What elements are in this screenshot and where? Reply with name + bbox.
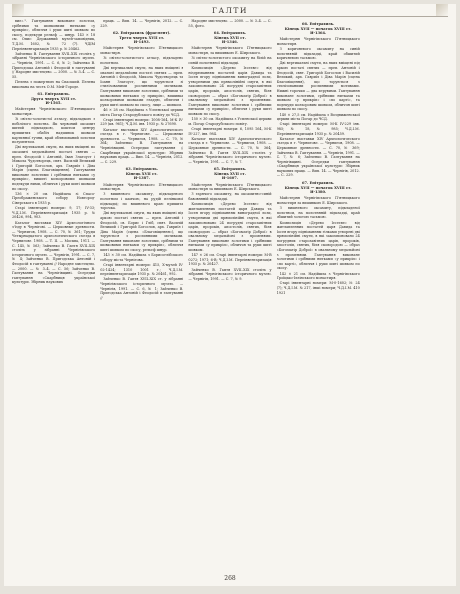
entry-paragraph: Зі світло-золотистого атласу, підкладено полотном. (100, 56, 184, 65)
entry-heading-line: И-1387. (133, 176, 150, 181)
entry-paragraph: Дві вертикальні смуги, на яких вміщені в овальні медальйони постаті святих — преп. Антоній і Феодосій, Микола Чудотворець та Іоанн Златоуст, що торуються зі стилізованими рослинними мотивами. Гаптування виконане золотими, срібними та шовковими нитками «у прикріп», вишивка кольоровими шовками гладдю, обличчя і руки шиті шовком по скосу, лице — шовком. (100, 66, 184, 107)
entry-heading-line: Кінець XVII ст. (214, 35, 246, 40)
entry-paragraph: Майстерня Чернігівського П'ятницького монастиря, за вишивкою Е. Ширського. (188, 46, 272, 56)
entry-heading-line: Кінець XVII ст. (125, 171, 158, 176)
entry-heading-line: И-1565. (45, 101, 62, 106)
entry-heading (277, 22, 360, 36)
entry-paragraph: Зі світло-золотистого оксамиту на білій на синій полотняної підкладці. (188, 56, 272, 65)
entry-paragraph: Композиція «Дерево Ієсеєве» від ніздрюванням постатей царів Давида та Іосея вгору підніманням виноградної лози, утвореними два прямолінійні смуги, в які закомпоновано 24 погрудні старозавітних царів, пророків, апостолів, святих, біля сковородою — образ «Богоматір Доброї» в овальному медальйоні з променями. Гаптування виконане золотими і срібними нитками «у прикріп», обличчя і руки шиті шовком по скосу. (188, 66, 272, 116)
entry-paragraph: Каталог выставки XIV Археологического съезда в г. Чернигове. — Чернигов, 1908. — Церковные древности. — С. 70, № 369; Зайченко В. Гаптування. — Чернігів, 1991. — С. 7, № 6; Зайченко В. Гаптування на Чернігівщині. Осередки гаптування «Скарбниця української культури: Збірник наукових праць. — Вип. 14. — Чернігів, 2012. — С. 229. (276, 136, 360, 178)
entry-paragraph: Старі інвентарні номери: 6, 1095 164, М-К ІV-227, інв. 984. (188, 126, 272, 136)
running-head: ГАЛТИ (212, 5, 248, 15)
entry-heading-line: 61. Епітрахиль. (37, 92, 70, 97)
entry-paragraph: 46 × 28 см. Надійшла з Успенської церкви міста Погар Стародубського повіту до ЧСД. (100, 107, 184, 117)
text-column-3 (188, 19, 271, 570)
entry-heading-line: 67. Епітрахиль. (302, 181, 335, 186)
entry-heading-line: 66. Епітрахиль. (302, 22, 335, 26)
entry-heading (100, 167, 183, 181)
entry-heading-line: И-1380. (310, 190, 327, 195)
entry-paragraph: Старі інвентарні номери: М-К ІV-229 інв. 985; № 18, № 985; Ч.Д.І.М. Переінвентаризація 1935 р. № 20459. (276, 122, 360, 136)
text-column-1 (12, 19, 95, 570)
text-columns (12, 19, 448, 570)
entry-heading (188, 31, 271, 45)
entry-paragraph: Зайченко В. Гаптування ХVІІ–ХІХ століть у зібранні Чернігівського історичного музею. — Чернігів, 1991. — С. 6, № 2; Зайченко В. Пригодська Антоній і Феодосій в гаптуванні // Народне мистецтво. — 2000. — № 3–4. — С. 55. (12, 51, 96, 79)
entry-paragraph: Композиція «Дерево Ієсеєве» від житлавленних постатей царя Давида та Іосея вгору підніманням виноградної лози, утвореними дві прямолінійні смуги, в які закомпоновано 24 погрудні старозавітних царів, пророків, апостолів, святих, біля сковородою — образ «Богоматір Доброї» в овальному медальйоні з променями. Гаптування виконане золотими і срібними нитками «у прикріп», обличчя та руки шиті шовком. (188, 202, 272, 253)
entry-heading-line: И-1607. (221, 176, 239, 181)
entry-paragraph: Майстерня Чернігівського П'ятницького монастиря за вишивкою Е. Ширського. (188, 182, 272, 192)
entry-heading-line: Друга чверть XVII ст. (30, 96, 77, 101)
entry-paragraph: Старі інвентарні номери: 9, 17; ІV-33; Ч.Д.І.М. Переінвентаризація 1935 р. № 20426, 994, 903. (12, 206, 96, 220)
entry-paragraph: Дві вертикальні смуги, на яких вміщені по оксамиті медальйонні постаті святих — преп. Феодосій і Антоній, Іван Златоуст і Микола Чудотворець, свят. Василій Великий і Григорій Богослов, арх. Гавриїл і Діва Марія (сцена Благовіщення). Гаптування виконане золотими і срібними нитками «у прикріп», вишиті кольоровими шовками подекуди ними, обличчя і руки шиті шовком по скосу. (12, 145, 96, 191)
entry-heading-line: Третя чверть XVII ст. (119, 35, 165, 40)
entry-paragraph: 150 × 30 см. Надійшла з Успенської церкви м. Погар Стародубського повіту. (188, 117, 272, 126)
text-column-2 (100, 19, 183, 570)
entry-paragraph: Майстерня Чернігівського П'ятницького монастиря. (12, 107, 96, 116)
entry-heading-line: 63. Епітрахиль. (125, 167, 158, 172)
entry-paragraph: Майстерня Чернігівського П'ятницького монастиря за вишивкою Е. Ширського. (276, 196, 360, 205)
entry-heading-line: И-1364. (310, 31, 327, 36)
entry-heading (277, 181, 360, 195)
entry-paragraph: Композиція «Дерево Ієсеєве» від житлавленних постатей царя Давида та Іосея вгору підніманням гілками утворені дві прямолінійні смуги, в які закомпоновано 24 погрудних старозавітних царів, пророків, апостолів, святих, біля сковородою — образ «Богоматір Доброї» в овальному медальйоні з променями. Гаптування виконане золотими і срібними нитками «у прикріп» і «по карті», обличчя і руки шиті шовком по скосу. (276, 220, 360, 271)
entry-heading (188, 167, 271, 181)
entry-heading-line: Кінець XVII — початок XVIII ст. (284, 26, 352, 31)
entry-paragraph: Майстерня Чернігівського П'ятницького монастиря. (276, 37, 360, 46)
entry-paragraph: 140 × 27,5 см. Надійшла з Воздвиженської церкви міста Погар до ЧСД. (276, 112, 360, 122)
entry-heading-line: И-1346. (221, 40, 239, 45)
entry-heading-line: Кінець XVII ст. (214, 171, 246, 176)
catalog-page (4, 4, 456, 586)
entry-paragraph: Каталог выставки XIV Археологического съезда в г. Чернигове. — Церковные древности. — Чернигов, 1908. — С. 70, № 364; Зайченко В. Гаптування на Чернігівщині. Осередки гаптування // Скарбниця української культури: Збірник наукових праць. — Вип. 14. — Чернігів, 2012. — С. 229. (100, 127, 184, 164)
entry-paragraph: Старі інвентарні номери: 1008-164, М-К ІV-229 (кв. 961); Ч.Д.М. інв. 1935 р. № 27690. (100, 117, 184, 127)
page-number: 268 (224, 575, 236, 582)
entry-paragraph: Зайченко В. Гаптя ХVІІ–ХІХ ст. у зібранні Чернігівського історичного музею. — Чернігів, 1991. — С. 6, № 1; Зайченко В. Пригодська Антоній і Феодосій в гаптуванні // (100, 277, 184, 300)
entry-paragraph: Зайченко В. Гаптя ХVІІ–ХІХ століть у зібранні Чернігівського історичного музею. — Чернігів, 1991. — С. 7, № 9. (188, 267, 272, 281)
entry-paragraph: Старі інвентарні номери: М-0-1602; № 24 (7); Ч.Д.І.М. № 217, інші номери; Ч.Д.І.М. 410 1921 (276, 281, 360, 295)
entry-paragraph: З вишневого оксамиту, підкладеного полотном і камчою, на рудій пелінкової підкладці; по вишневого краю пришита торочка. (100, 192, 184, 211)
entry-heading-line: Кінець XVII — початок XVIII ст. (284, 185, 352, 190)
entry-paragraph: 136 × 20 см. Надійшла зі Спасо-Преображенського собору Новгород-Сіверського в 1935 р. (12, 191, 96, 206)
header-band (12, 4, 448, 17)
entry-heading (12, 92, 95, 106)
entry-paragraph: Дві вертикальні смуги, на яких вміщені під аркою постаті святих — преп. Антоній і Феодосій, св. Борис і Гліб, свят. Василій Великий і Григорій Богослов, арх. Гавриїл і Діва Марія (сцена «Благовіщення»), що торуються з рослинними мотивами. Гаптування виконане золотими, срібними та шовковими нитками «у прикріп», обличчя шиті шовком по скосу, рельєф шнур. (100, 211, 184, 253)
text-column-4 (277, 19, 360, 570)
entry-heading-line: 62. Епітрахиль (фрагмент). (113, 31, 171, 36)
entry-paragraph: вие».². Гаптування виконане золотом, срібними та шовковими нитками «у прикріп», обличчя і руки шиті шовком по скосу, подекуди рельєф — шнур. 143 × 18 см. Опис: Державний музей-заповідник, Т.Д.М. 1602, № 72 (7). ЧДІМ Переінвентаризація 1935 р. № 20462. (12, 19, 96, 51)
entry-paragraph: Майстерня Чернігівського П'ятницького монастиря. (100, 182, 184, 192)
entry-paragraph: З коричневого оксамиту на синій полотняній підкладці, край обшитий коричневою тасьмою. (276, 47, 360, 61)
entry-paragraph: 143 × 30 см. Надійшла з Борисоглібського собору міста Чернігова. (100, 253, 184, 262)
entry-paragraph: Каталог выставки XIV Археологического съезда в г. Чернигове. — Чернигов, 1908. — Церковные древности. — С. 70, № 364; Зайченко В. Гаптя ХVІІ–ХІХ століть у зібранні Чернігівського історичного музею. — Чернігів, 1991. — С. 7, № 7. (188, 136, 272, 164)
entry-heading-line: 65. Епітрахиль. (213, 167, 247, 172)
entry-paragraph: Дві вертикальні смуги, на яких вміщені під аркою постаті святих — преп. Антоній і Феодосій, свят. Григорій Богослов і Василій Великий, арх. Гавриїл і Діва Марія (сцена Благовіщення), що торуються з стилізованими рослинними мотивами. Нижні торочки — два херувими. Гаптування виконане золотими, срібними нитками та шовком «у прикріп» і «по карті», та подекуди кольоровим шовком, обличчя шиті шовком по скосу. (276, 61, 360, 112)
text-column-5 (365, 19, 448, 570)
entry-paragraph: праць. — Вип. 14. — Чернігів, 2012. — С. 229. (100, 19, 184, 28)
entry-heading-line: И-1493. (133, 40, 150, 45)
entry-paragraph: З гарячого оксамиту, на оксамитно-синій бавовняній підкладці. (188, 192, 272, 201)
entry-heading-line: 64. Епітрахиль. (213, 31, 247, 36)
entry-paragraph: Старі інвентарні номери: 415, Х-музей ІV-02-1424; 1310 1001 г.; Ч.Д.І.М. переінвентаризація 1935 р. № 20461, 992. (100, 263, 184, 277)
entry-paragraph: Майстерня Чернігівського П'ятницького монастиря. (100, 46, 184, 56)
entry-paragraph: Зі світло-золотистої атласу, підкладкою з побілілого полотна. Як червоний оксамит шитий підкладкою, коштом центру пришитих обабіч надшивок шовком картинної гучни, край облямований золотим позументом. (12, 117, 96, 145)
entry-paragraph: Каталог виставки ХІV Археологічного з'їзду в Чернігові. — Церковные древности. — Чернигов, 1908. — С. 70, № 361; Труды Четырнадцатого археологического съезда в Чернигове. 1908. — Т. ІІ. — Москва, 1911. — С. 145, № 563; Зайченко В. Гаптя ХVІІ–ХІХ століть у зібранні Чернігівського історичного музею. — Чернігів, 1991. — С. 7, № 4; Зайченко В. Пригодська Антоній і Феодосій в гаптуванні // Народне мистецтво. — 2000. — № 3–4. — С. 56; Зайченко В. Гаптування на Чернігівщині. Осередки гаптування «Скарбниця української культури. Збірник наукових (12, 220, 96, 285)
entry-paragraph: З вишневого оксамиту, підкладеної полотном, на полотняній підкладці, край обшитий золотою тасьмою. (276, 206, 360, 220)
entry-paragraph: 147 × 26 см. Старі інвентарні номери: М-В 0272; 1971; 6-В; Ч.Д.І.М. Переінвентаризація 1935 р. № 20427. (188, 253, 272, 267)
entry-paragraph: Пелена з пожертвою на Спаський. Пелена виконана на честь О.М. Мей-Городе. (12, 79, 96, 89)
entry-paragraph: Народне мистецтво. — 2000. — № 3–4. — С. 55, фото. (188, 19, 272, 28)
entry-heading (100, 31, 183, 45)
entry-paragraph: 142 × 21 см. Надійшла з Чернігівського Троїцько-Іллінського монастиря. (276, 271, 360, 281)
